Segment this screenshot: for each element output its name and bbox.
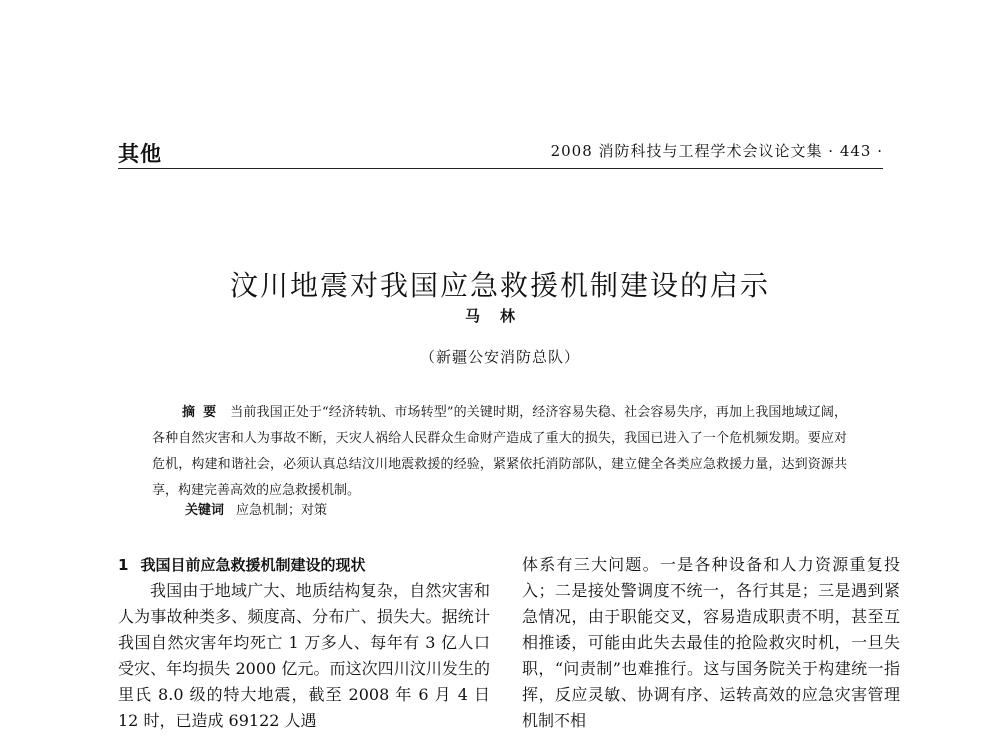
article-title: 汶川地震对我国应急救援机制建设的启示 [229, 268, 770, 302]
section-tag: 其他 [118, 142, 162, 166]
keywords [185, 499, 327, 518]
section-heading [118, 552, 490, 578]
keywords-text: 应急机制；对策 [236, 503, 328, 518]
article-affiliation: （新疆公安消防总队） [419, 348, 580, 366]
keywords-label: 关键词 [185, 503, 225, 518]
section-number: 1 [118, 556, 129, 574]
body-paragraph-right: 体系有三大问题。一是各种设备和人力资源重复投入；二是接处警调度不统一，各行其是；三是遇到紧急情况，由于职能交叉，容易造成职责不明，甚至互相推诿，可能由此失去最佳的抢险救灾时机，一旦失职，“问责制”也难推行。这与国务院关于构建统一指挥，反应灵敏、协调有序、运转高效的应急灾害管理机制不相 [522, 555, 900, 730]
running-head: 2008 消防科技与工程学术会议论文集 · 443 · [550, 142, 883, 160]
section-heading-text: 我国目前应急救援机制建设的现状 [140, 556, 366, 574]
body-column-right [522, 552, 900, 734]
page-header [118, 130, 883, 170]
article-author: 马林 [464, 307, 535, 325]
header-rule [118, 168, 883, 169]
abstract [152, 400, 847, 504]
abstract-paragraph [152, 400, 847, 504]
abstract-label: 摘要 [182, 405, 225, 420]
abstract-text: 当前我国正处于“经济转轨、市场转型”的关键时期，经济容易失稳、社会容易失序，再加上我国地域辽阔，各种自然灾害和人为事故不断，天灾人祸给人民群众生命财产造成了重大的损失，我国已进入了一个危机频发期。要应对危机，构建和谐社会，必须认真总结汶川地震救援的经验，紧紧依托消防部队，建立健全各类应急救援力量，达到资源共享，构建完善高效的应急救援机制。 [152, 405, 847, 498]
body-paragraph: 我国由于地域广大、地质结构复杂，自然灾害和人为事故种类多、频度高、分布广、损失大。据统计我国自然灾害年均死亡 1 万多人、每年有 3 亿人口受灾、年均损失 2000 亿元。而这次四川汶川发生的里氏 8.0 级的特大地震，截至 2008 年 6 月 4 日 12 时，已造成 69122 人遇 [118, 581, 490, 730]
body-column-left [118, 552, 490, 734]
